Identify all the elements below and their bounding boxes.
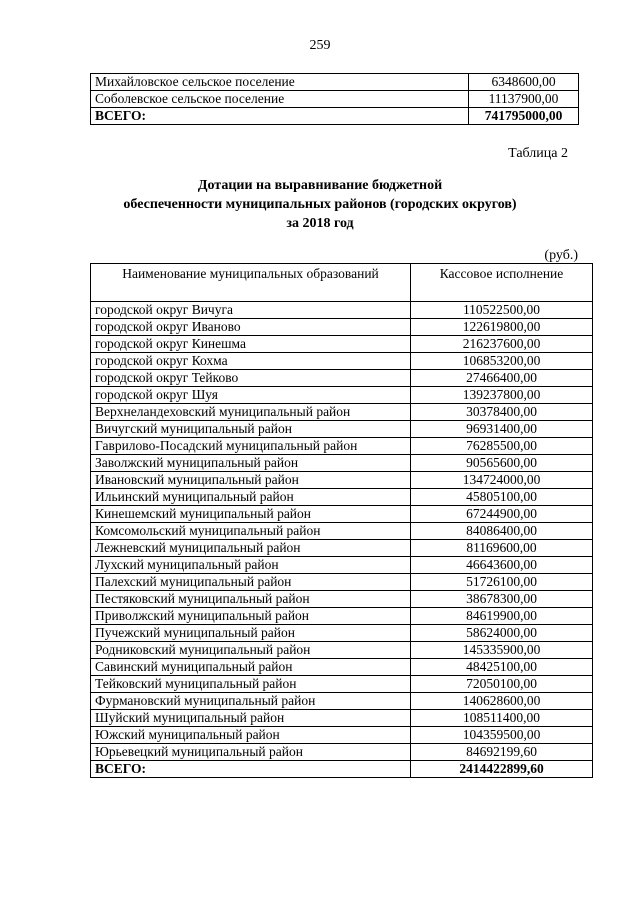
row-name: Кинешемский муниципальный район xyxy=(91,506,411,523)
row-name: Фурмановский муниципальный район xyxy=(91,693,411,710)
header-row xyxy=(91,264,593,302)
subsidies-table-body xyxy=(91,302,593,761)
row-name: городской округ Вичуга xyxy=(91,302,411,319)
title-line-1: Дотации на выравнивание бюджетной xyxy=(197,178,443,193)
unit-label: (руб.) xyxy=(544,248,578,263)
row-name: Гаврилово-Посадский муниципальный район xyxy=(91,438,411,455)
table-title xyxy=(0,176,640,233)
table-label: Таблица 2 xyxy=(508,146,568,161)
table-row xyxy=(91,625,593,642)
subsidies-table xyxy=(90,263,593,778)
table-row xyxy=(91,472,593,489)
row-name: Юрьевецкий муниципальный район xyxy=(91,744,411,761)
table-row xyxy=(91,421,593,438)
header-value: Кассовое исполнение xyxy=(411,264,593,302)
table-row xyxy=(91,659,593,676)
total-label: ВСЕГО: xyxy=(91,108,469,125)
row-value: 145335900,00 xyxy=(411,642,593,659)
table-row xyxy=(91,387,593,404)
row-value: 140628600,00 xyxy=(411,693,593,710)
row-value: 45805100,00 xyxy=(411,489,593,506)
row-name: Южский муниципальный район xyxy=(91,727,411,744)
row-name: Соболевское сельское поселение xyxy=(91,91,469,108)
row-value: 134724000,00 xyxy=(411,472,593,489)
row-value: 90565600,00 xyxy=(411,455,593,472)
row-value: 139237800,00 xyxy=(411,387,593,404)
row-value: 67244900,00 xyxy=(411,506,593,523)
table-row xyxy=(91,608,593,625)
table-row xyxy=(91,319,593,336)
total-row xyxy=(91,761,593,778)
row-value: 38678300,00 xyxy=(411,591,593,608)
table-row xyxy=(91,353,593,370)
row-value: 216237600,00 xyxy=(411,336,593,353)
total-value: 2414422899,60 xyxy=(411,761,593,778)
table-row xyxy=(91,506,593,523)
row-name: Ивановский муниципальный район xyxy=(91,472,411,489)
row-name: Лежневский муниципальный район xyxy=(91,540,411,557)
table-row xyxy=(91,574,593,591)
row-value: 46643600,00 xyxy=(411,557,593,574)
row-value: 122619800,00 xyxy=(411,319,593,336)
row-value: 27466400,00 xyxy=(411,370,593,387)
row-name: Тейковский муниципальный район xyxy=(91,676,411,693)
row-name: городской округ Тейково xyxy=(91,370,411,387)
table-row xyxy=(91,540,593,557)
total-value: 741795000,00 xyxy=(469,108,579,125)
table-row xyxy=(91,744,593,761)
row-value: 96931400,00 xyxy=(411,421,593,438)
table-row xyxy=(91,336,593,353)
total-row xyxy=(91,108,579,125)
row-value: 58624000,00 xyxy=(411,625,593,642)
table-row xyxy=(91,676,593,693)
row-value: 106853200,00 xyxy=(411,353,593,370)
title-line-3: за 2018 год xyxy=(286,216,354,231)
row-value: 72050100,00 xyxy=(411,676,593,693)
table-row xyxy=(91,370,593,387)
row-value: 11137900,00 xyxy=(469,91,579,108)
table-row xyxy=(91,557,593,574)
row-name: городской округ Кинешма xyxy=(91,336,411,353)
row-name: Вичугский муниципальный район xyxy=(91,421,411,438)
table-row xyxy=(91,642,593,659)
row-name: Пучежский муниципальный район xyxy=(91,625,411,642)
table-row xyxy=(91,404,593,421)
table-row xyxy=(91,693,593,710)
row-value: 76285500,00 xyxy=(411,438,593,455)
row-name: Приволжский муниципальный район xyxy=(91,608,411,625)
table-row xyxy=(91,455,593,472)
table-row xyxy=(91,523,593,540)
row-value: 84086400,00 xyxy=(411,523,593,540)
continuation-table-body xyxy=(91,74,579,125)
row-value: 48425100,00 xyxy=(411,659,593,676)
table-row xyxy=(91,489,593,506)
table-row xyxy=(91,710,593,727)
header-name: Наименование муниципальных образований xyxy=(91,264,411,302)
row-name: Ильинский муниципальный район xyxy=(91,489,411,506)
row-name: Заволжский муниципальный район xyxy=(91,455,411,472)
page-number: 259 xyxy=(309,38,331,53)
row-name: Савинский муниципальный район xyxy=(91,659,411,676)
title-line-2: обеспеченности муниципальных районов (городских округов) xyxy=(123,197,517,212)
row-value: 30378400,00 xyxy=(411,404,593,421)
row-name: Палехский муниципальный район xyxy=(91,574,411,591)
row-value: 108511400,00 xyxy=(411,710,593,727)
table-row xyxy=(91,438,593,455)
table-row xyxy=(91,91,579,108)
row-name: Верхнеландеховский муниципальный район xyxy=(91,404,411,421)
row-value: 81169600,00 xyxy=(411,540,593,557)
row-name: Лухский муниципальный район xyxy=(91,557,411,574)
table-row xyxy=(91,591,593,608)
row-value: 51726100,00 xyxy=(411,574,593,591)
table-row xyxy=(91,302,593,319)
row-name: Шуйский муниципальный район xyxy=(91,710,411,727)
total-label: ВСЕГО: xyxy=(91,761,411,778)
row-name: городской округ Кохма xyxy=(91,353,411,370)
row-name: Пестяковский муниципальный район xyxy=(91,591,411,608)
row-value: 84619900,00 xyxy=(411,608,593,625)
table-row xyxy=(91,727,593,744)
row-name: Комсомольский муниципальный район xyxy=(91,523,411,540)
row-value: 6348600,00 xyxy=(469,74,579,91)
row-value: 84692199,60 xyxy=(411,744,593,761)
row-name: городской округ Иваново xyxy=(91,319,411,336)
continuation-table xyxy=(90,73,579,125)
table-row xyxy=(91,74,579,91)
row-name: Михайловское сельское поселение xyxy=(91,74,469,91)
row-value: 110522500,00 xyxy=(411,302,593,319)
row-name: Родниковский муниципальный район xyxy=(91,642,411,659)
row-name: городской округ Шуя xyxy=(91,387,411,404)
row-value: 104359500,00 xyxy=(411,727,593,744)
